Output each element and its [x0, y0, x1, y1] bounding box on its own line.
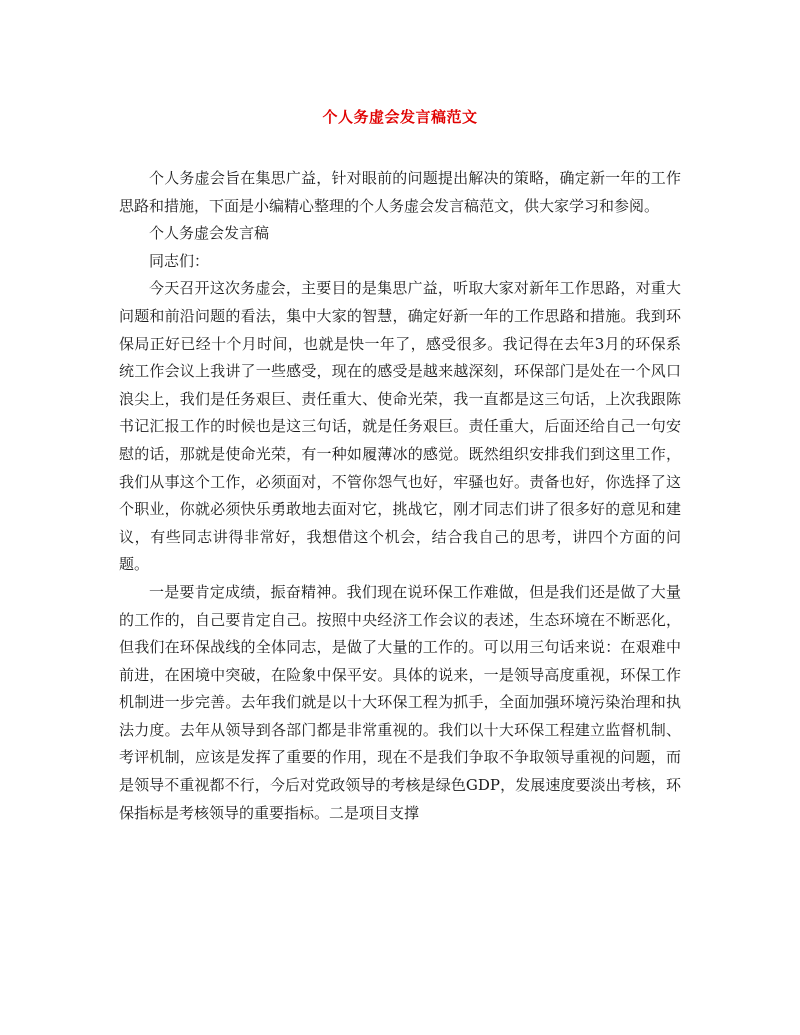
section-heading: 个人务虚会发言稿 [149, 224, 270, 243]
body-paragraph-1: 今天召开这次务虚会，主要目的是集思广益，听取大家对新年工作思路，对重大问题和前沿问题的看法，集中大家的智慧，确定好新一年的工作思路和措施。我到环保局正好已经十个月时间，也就是快一年了，感受很多。我记得在去年3月的环保系统工作会议上我讲了一些感受，现在的感受是越来越深刻，环保部门是处在一个风口浪尖上，我们是任务艰巨、责任重大、使命光荣，我一直都是这三句话，上次我跟陈书记汇报工作的时候也是这三句话，就是任务艰巨。责任重大，后面还给自己一句安慰的话，那就是使命光荣，有一种如履薄冰的感觉。既然组织安排我们到这里工作，我们从事这个工作，必须面对，不管你怨气也好，牢骚也好。责备也好，你选择了这个职业，你就必须快乐勇敢地去面对它，挑战它，刚才同志们讲了很多好的意见和建议，有些同志讲得非常好，我想借这个机会，结合我自己的思考，讲四个方面的问题。 [119, 279, 681, 574]
document-body [119, 165, 681, 827]
salutation: 同志们： [149, 251, 210, 270]
body-paragraph-2: 一是要肯定成绩，振奋精神。我们现在说环保工作难做，但是我们还是做了大量的工作的，自己要肯定自己。按照中央经济工作会议的表述，生态环境在不断恶化，但我们在环保战线的全体同志，是做了大量的工作的。可以用三句话来说：在艰难中前进，在困境中突破，在险象中保平安。具体的说来，一是领导高度重视，环保工作机制进一步完善。去年我们就是以十大环保工程为抓手，全面加强环境污染治理和执法力度。去年从领导到各部门都是非常重视的。我们以十大环保工程建立监督机制、考评机制，应该是发挥了重要的作用，现在不是我们争取不争取领导重视的问题，而是领导不重视都不行，今后对党政领导的考核是绿色GDP，发展速度要淡出考核，环保指标是考核领导的重要指标。二是项目支撑 [119, 582, 681, 822]
document-title: 个人务虚会发言稿范文 [322, 108, 478, 126]
intro-paragraph: 个人务虚会旨在集思广益，针对眼前的问题提出解决的策略，确定新一年的工作思路和措施，下面是小编精心整理的个人务虚会发言稿范文，供大家学习和参阅。 [119, 169, 681, 215]
